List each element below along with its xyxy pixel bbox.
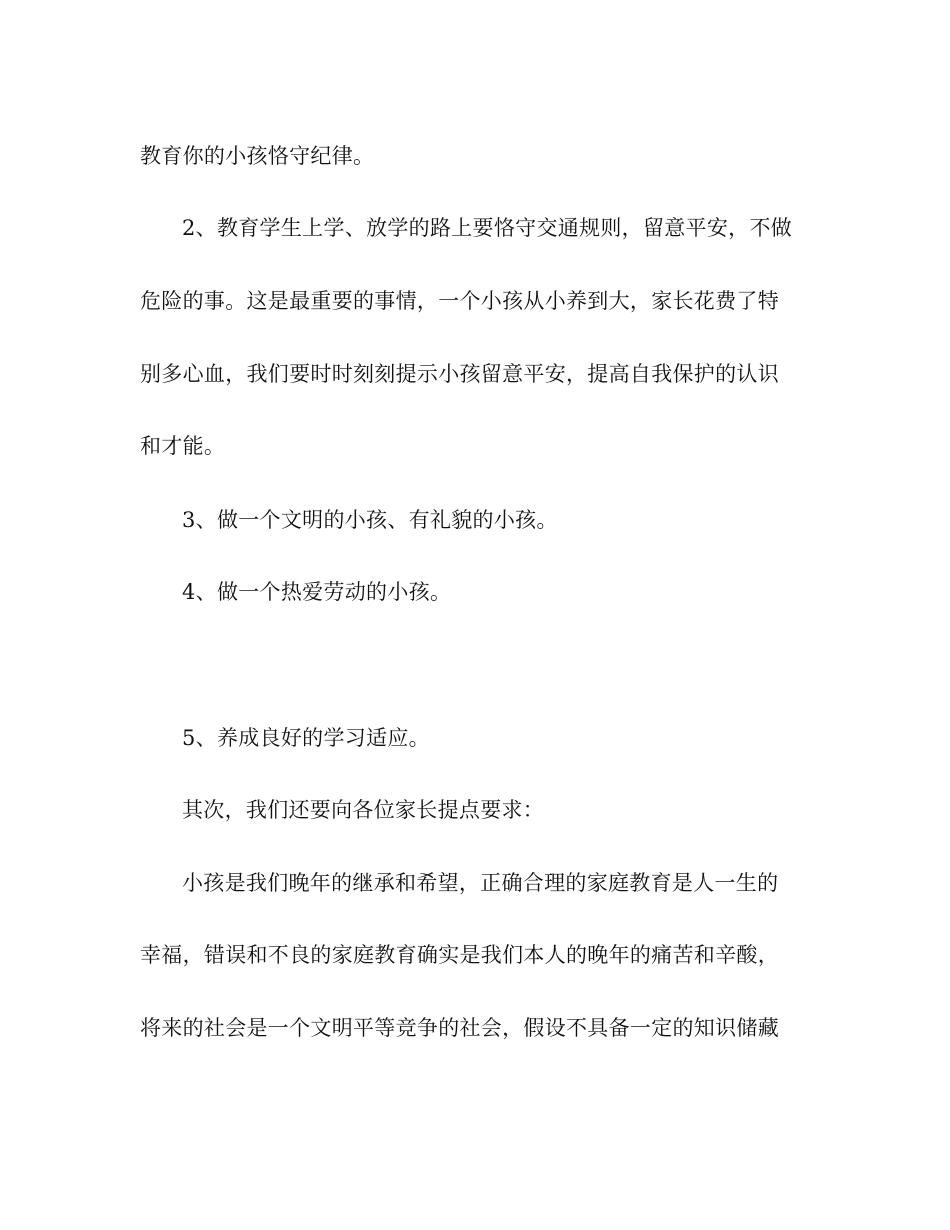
text-line: 其次，我们还要向各位家长提点要求： — [182, 798, 545, 822]
list-item: 3、做一个文明的小孩、有礼貌的小孩。 — [182, 508, 558, 532]
list-item: 5、养成良好的学习适应。 — [182, 726, 430, 750]
text-line: 教育你的小孩恪守纪律。 — [140, 144, 375, 168]
text-line: 危险的事。这是最重要的事情，一个小孩从小养到大，家长花费了特 — [140, 289, 779, 313]
text-line: 幸福，错误和不良的家庭教育确实是我们本人的晚年的痛苦和辛酸， — [140, 943, 779, 967]
text-line: 将来的社会是一个文明平等竞争的社会，假设不具备一定的知识储藏 — [140, 1016, 779, 1040]
text-line: 和才能。 — [140, 434, 226, 458]
list-item: 4、做一个热爱劳动的小孩。 — [182, 580, 452, 604]
text-line: 别多心血，我们要时时刻刻提示小孩留意平安，提高自我保护的认识 — [140, 362, 779, 386]
text-line: 小孩是我们晚年的继承和希望，正确合理的家庭教育是人一生的 — [182, 871, 779, 895]
text-line: 2、教育学生上学、放学的路上要恪守交通规则，留意平安，不做 — [182, 216, 793, 240]
